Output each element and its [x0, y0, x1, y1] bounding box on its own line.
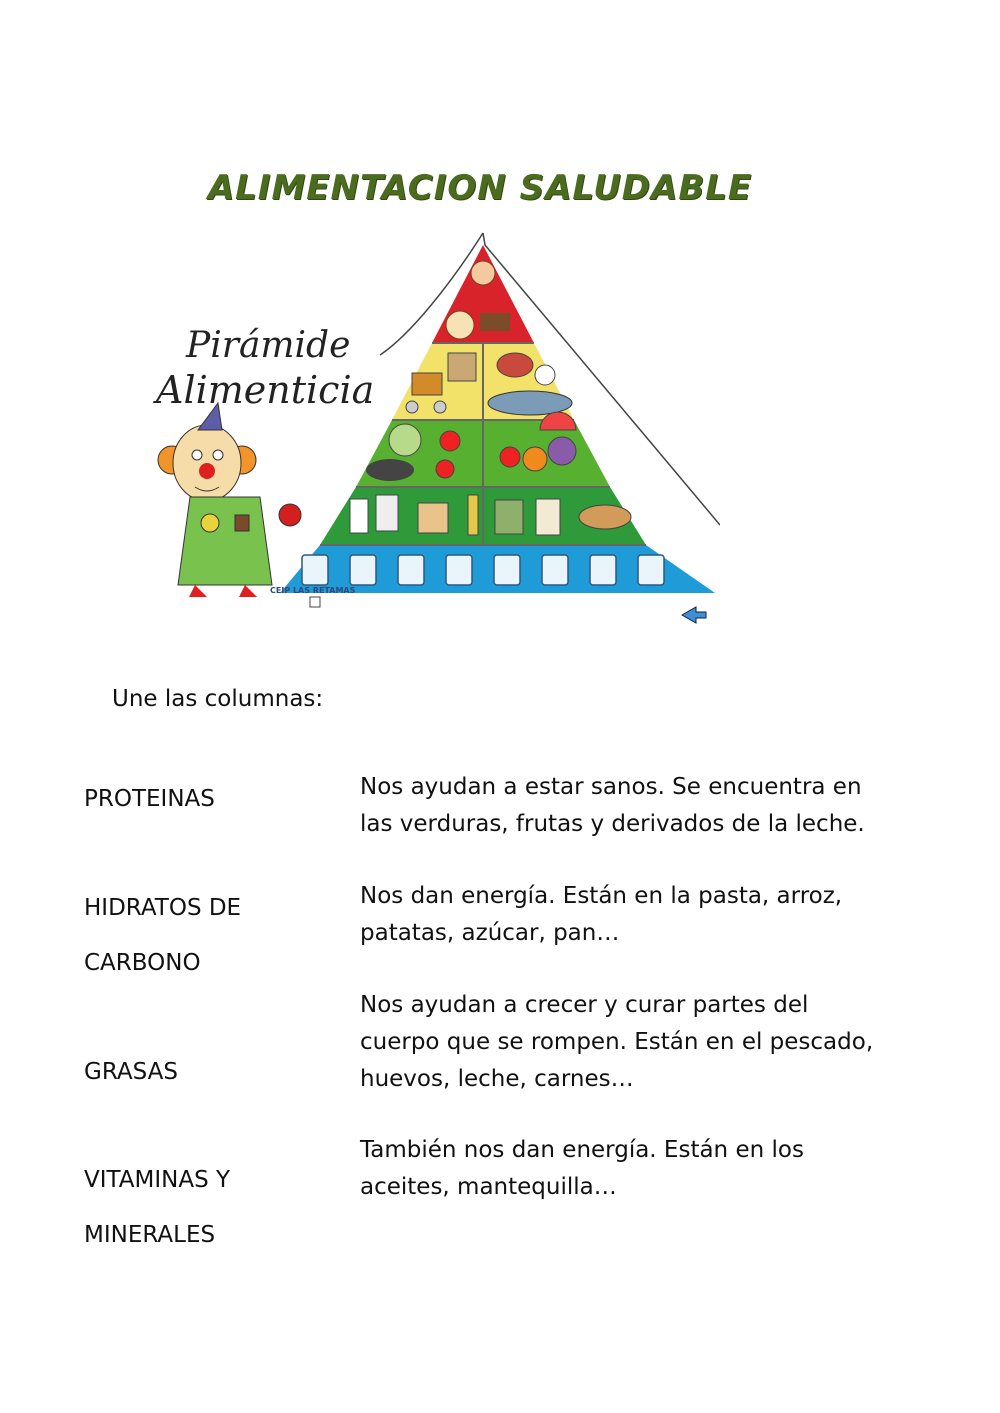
right-description-line: huevos, leche, carnes… [360, 1066, 634, 1092]
right-description-1 [360, 769, 920, 843]
instructions: Une las columnas: [112, 686, 324, 712]
left-term-line: HIDRATOS DE [84, 895, 242, 921]
left-term-grasas [84, 1045, 178, 1100]
page-title: ALIMENTACION SALUDABLE [207, 168, 753, 208]
right-description-2 [360, 878, 920, 952]
next-arrow-icon [682, 607, 706, 623]
left-term-vitaminas [84, 1153, 230, 1263]
right-description-line: patatas, azúcar, pan… [360, 920, 620, 946]
left-term-line: VITAMINAS Y [84, 1167, 231, 1193]
clown-illustration [158, 403, 301, 597]
illustration-credit: CEIP LAS RETAMAS [270, 586, 356, 595]
pyramid-label-line-1: Pirámide [186, 325, 351, 366]
left-term-line: PROTEINAS [84, 786, 215, 812]
right-description-line: las verduras, frutas y derivados de la leche. [360, 811, 865, 837]
pyramid-label-line-2: Alimenticia [156, 368, 375, 412]
right-description-line: Nos ayudan a estar sanos. Se encuentra en [360, 774, 862, 800]
left-term-proteinas [84, 772, 215, 827]
right-description-line: Nos ayudan a crecer y curar partes del [360, 992, 809, 1018]
right-description-line: Nos dan energía. Están en la pasta, arroz, [360, 883, 843, 909]
right-description-line: cuerpo que se rompen. Están en el pescado, [360, 1029, 874, 1055]
right-description-3 [360, 987, 920, 1098]
left-term-line: MINERALES [84, 1222, 216, 1248]
right-description-4 [360, 1132, 920, 1206]
right-description-line: aceites, mantequilla… [360, 1174, 617, 1200]
left-term-line: CARBONO [84, 950, 201, 976]
right-description-line: También nos dan energía. Están en los [360, 1137, 804, 1163]
food-pyramid-illustration [150, 225, 720, 635]
left-term-hidratos [84, 881, 241, 991]
left-term-line: GRASAS [84, 1059, 178, 1085]
